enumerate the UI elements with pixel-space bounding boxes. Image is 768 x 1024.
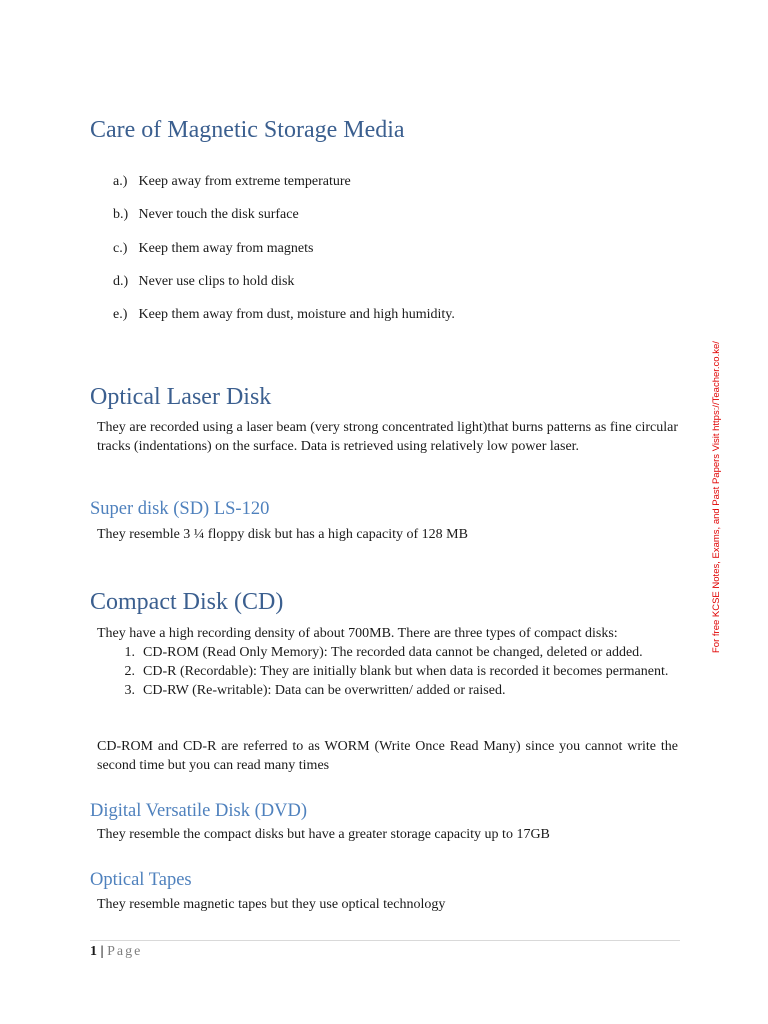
list-item <box>97 681 678 700</box>
list-marker: 3. <box>124 683 135 698</box>
list-item <box>97 662 678 681</box>
heading-optical-laser-disk: Optical Laser Disk <box>90 384 272 410</box>
list-marker: c.) <box>113 241 128 256</box>
list-item <box>113 306 455 324</box>
heading-care-of-magnetic-storage-media: Care of Magnetic Storage Media <box>90 117 405 143</box>
compact-disk-types-list <box>97 643 678 700</box>
watermark-link[interactable]: For free KCSE Notes, Exams, and Past Papers Visit https://Teacher.co.ke/ <box>711 341 722 653</box>
list-item-text: Keep them away from dust, moisture and high humidity. <box>138 307 455 322</box>
compact-disk-outro: CD-ROM and CD-R are referred to as WORM (Write Once Read Many) since you cannot write the second time but you can read many times <box>97 739 678 773</box>
footer-separator: | <box>100 944 104 959</box>
list-marker: b.) <box>113 207 129 222</box>
heading-compact-disk: Compact Disk (CD) <box>90 589 284 615</box>
heading-dvd: Digital Versatile Disk (DVD) <box>90 801 307 821</box>
list-item-text: Keep away from extreme temperature <box>138 174 351 189</box>
list-item <box>113 206 299 224</box>
dvd-paragraph: They resemble the compact disks but have a greater storage capacity up to 17GB <box>97 827 550 842</box>
list-item-text: Never touch the disk surface <box>138 207 299 222</box>
heading-optical-tapes: Optical Tapes <box>90 870 192 890</box>
list-item-text: CD-R (Recordable): They are initially blank but when data is recorded it becomes permanent. <box>143 664 669 679</box>
list-marker: 2. <box>124 664 135 679</box>
page-number: 1 <box>90 944 97 959</box>
list-item <box>113 273 294 291</box>
list-marker: d.) <box>113 274 129 289</box>
list-item-text: CD-RW (Re-writable): Data can be overwritten/ added or raised. <box>143 683 506 698</box>
list-item <box>113 240 313 258</box>
optical-tapes-paragraph: They resemble magnetic tapes but they use optical technology <box>97 897 446 912</box>
list-marker: a.) <box>113 174 128 189</box>
optical-laser-disk-paragraph: They are recorded using a laser beam (very strong concentrated light)that burns patterns as fine circular tracks (indentations) on the surface. Data is retrieved using relatively low power laser. <box>97 420 678 454</box>
list-item <box>97 643 678 662</box>
compact-disk-intro: They have a high recording density of about 700MB. There are three types of compact disks: <box>97 626 618 641</box>
heading-super-disk: Super disk (SD) LS-120 <box>90 499 270 519</box>
footer-divider <box>90 940 680 941</box>
page-footer <box>90 943 142 961</box>
list-item-text: Keep them away from magnets <box>138 241 314 256</box>
page-label: Page <box>107 944 143 959</box>
super-disk-paragraph: They resemble 3 ¼ floppy disk but has a high capacity of 128 MB <box>97 527 468 542</box>
list-item <box>113 173 351 191</box>
list-item-text: CD-ROM (Read Only Memory): The recorded data cannot be changed, deleted or added. <box>143 645 643 660</box>
list-marker: e.) <box>113 307 128 322</box>
list-item-text: Never use clips to hold disk <box>138 274 295 289</box>
list-marker: 1. <box>124 645 135 660</box>
